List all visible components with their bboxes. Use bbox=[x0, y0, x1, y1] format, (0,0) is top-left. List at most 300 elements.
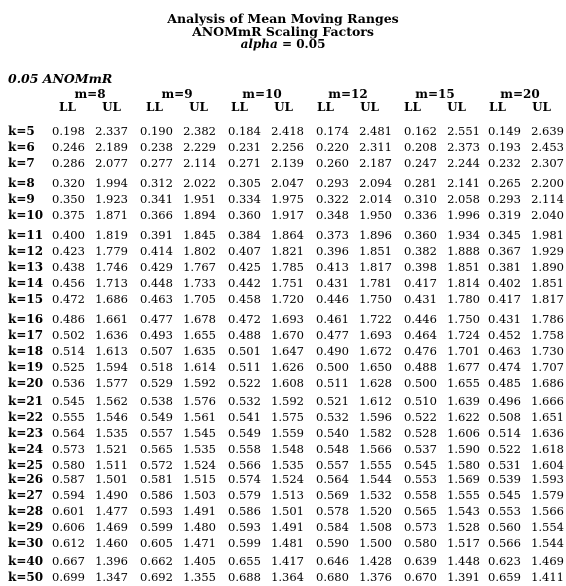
ul-value: 1.994 bbox=[95, 176, 128, 190]
factor-pair bbox=[228, 259, 304, 275]
factor-pair bbox=[404, 535, 480, 551]
ll-value: 0.518 bbox=[140, 360, 173, 374]
ll-value: 0.521 bbox=[316, 394, 349, 408]
ul-value: 1.618 bbox=[531, 442, 564, 456]
ll-value: 0.532 bbox=[228, 394, 261, 408]
factor-pair bbox=[140, 343, 216, 359]
ul-value: 1.491 bbox=[183, 504, 216, 518]
factor-pair bbox=[404, 139, 480, 155]
ll-value: 0.461 bbox=[316, 312, 349, 326]
ul-value: 1.520 bbox=[359, 504, 392, 518]
table-row bbox=[0, 207, 566, 223]
ll-value: 0.431 bbox=[488, 312, 521, 326]
ul-value: 1.996 bbox=[447, 208, 480, 222]
ul-value: 1.981 bbox=[531, 228, 564, 242]
factor-pair bbox=[52, 409, 128, 425]
column-group-header bbox=[312, 88, 384, 114]
ul-value: 1.817 bbox=[359, 260, 392, 274]
ul-value: 1.477 bbox=[95, 504, 128, 518]
factor-pair bbox=[404, 409, 480, 425]
factor-pair bbox=[228, 487, 304, 503]
factor-pair bbox=[228, 327, 304, 343]
ll-value: 0.310 bbox=[404, 192, 437, 206]
factor-pair bbox=[404, 275, 480, 291]
ul-value: 1.661 bbox=[95, 312, 128, 326]
ul-value: 1.480 bbox=[183, 520, 216, 534]
factor-pair bbox=[404, 191, 480, 207]
factor-pair bbox=[488, 275, 564, 291]
factor-pair bbox=[316, 441, 392, 457]
ul-value: 1.890 bbox=[531, 260, 564, 274]
factor-pair bbox=[488, 175, 564, 191]
ll-value: 0.646 bbox=[316, 554, 349, 568]
ll-value: 0.402 bbox=[488, 276, 521, 290]
ll-value: 0.407 bbox=[228, 244, 261, 258]
ul-value: 1.923 bbox=[95, 192, 128, 206]
ul-value: 1.917 bbox=[271, 208, 304, 222]
ul-value: 1.950 bbox=[359, 208, 392, 222]
ul-value: 1.730 bbox=[531, 344, 564, 358]
ll-value: 0.452 bbox=[488, 328, 521, 342]
ll-value: 0.538 bbox=[140, 394, 173, 408]
factor-pair bbox=[140, 175, 216, 191]
ul-value: 1.693 bbox=[271, 312, 304, 326]
k-label: k=25 bbox=[8, 458, 44, 472]
factor-pair bbox=[488, 503, 564, 519]
ll-value: 0.586 bbox=[228, 504, 261, 518]
ll-ul-labels bbox=[484, 101, 556, 114]
ll-value: 0.474 bbox=[488, 360, 521, 374]
ul-value: 1.896 bbox=[359, 228, 392, 242]
ll-value: 0.360 bbox=[404, 228, 437, 242]
factor-pair bbox=[488, 191, 564, 207]
ul-value: 1.561 bbox=[183, 410, 216, 424]
factor-pair bbox=[404, 393, 480, 409]
ul-value: 1.650 bbox=[359, 360, 392, 374]
table-row bbox=[0, 227, 566, 243]
k-label: k=10 bbox=[8, 208, 44, 222]
ul-value: 2.382 bbox=[183, 124, 216, 138]
ul-value: 2.418 bbox=[271, 124, 304, 138]
factor-pair bbox=[404, 471, 480, 487]
factor-pair bbox=[140, 393, 216, 409]
factor-pair bbox=[52, 375, 128, 391]
ll-value: 0.593 bbox=[140, 504, 173, 518]
factor-pair bbox=[488, 519, 564, 535]
ll-value: 0.271 bbox=[228, 156, 261, 170]
ul-value: 2.229 bbox=[183, 140, 216, 154]
ul-value: 1.851 bbox=[531, 276, 564, 290]
ll-value: 0.312 bbox=[140, 176, 173, 190]
ul-value: 1.501 bbox=[271, 504, 304, 518]
ul-value: 1.500 bbox=[359, 536, 392, 550]
ll-value: 0.446 bbox=[316, 292, 349, 306]
table-row bbox=[0, 327, 566, 343]
factor-pair bbox=[52, 487, 128, 503]
table-row bbox=[0, 275, 566, 291]
ul-value: 1.934 bbox=[447, 228, 480, 242]
ul-value: 1.817 bbox=[531, 292, 564, 306]
ul-value: 1.767 bbox=[183, 260, 216, 274]
k-label: k=13 bbox=[8, 260, 44, 274]
ll-value: 0.502 bbox=[52, 328, 85, 342]
ll-value: 0.286 bbox=[52, 156, 85, 170]
ul-value: 1.511 bbox=[95, 458, 128, 472]
table-row bbox=[0, 139, 566, 155]
ul-value: 1.779 bbox=[95, 244, 128, 258]
ul-value: 1.528 bbox=[447, 520, 480, 534]
ul-value: 1.576 bbox=[183, 394, 216, 408]
factor-pair bbox=[228, 409, 304, 425]
ll-value: 0.384 bbox=[228, 228, 261, 242]
ul-value: 2.058 bbox=[447, 192, 480, 206]
ll-value: 0.501 bbox=[228, 344, 261, 358]
table-row bbox=[0, 503, 566, 519]
ul-value: 1.614 bbox=[183, 360, 216, 374]
ul-value: 1.635 bbox=[183, 344, 216, 358]
factor-pair bbox=[488, 393, 564, 409]
ul-value: 1.705 bbox=[183, 292, 216, 306]
factor-pair bbox=[488, 409, 564, 425]
factor-pair bbox=[140, 243, 216, 259]
ul-value: 2.014 bbox=[359, 192, 392, 206]
ll-value: 0.486 bbox=[52, 312, 85, 326]
k-label: k=22 bbox=[8, 410, 44, 424]
ll-value: 0.564 bbox=[52, 426, 85, 440]
factor-pair bbox=[228, 393, 304, 409]
ul-value: 1.622 bbox=[447, 410, 480, 424]
ul-value: 2.047 bbox=[271, 176, 304, 190]
ul-value: 2.022 bbox=[183, 176, 216, 190]
ll-label: LL bbox=[317, 100, 334, 114]
ul-value: 2.307 bbox=[531, 156, 564, 170]
ll-value: 0.336 bbox=[404, 208, 437, 222]
table-row bbox=[0, 191, 566, 207]
ul-label: UL bbox=[360, 100, 379, 114]
factor-pair bbox=[140, 503, 216, 519]
k-label: k=14 bbox=[8, 276, 44, 290]
ll-value: 0.348 bbox=[316, 208, 349, 222]
ll-value: 0.605 bbox=[140, 536, 173, 550]
column-group-header bbox=[226, 88, 298, 114]
ul-value: 1.707 bbox=[531, 360, 564, 374]
ll-value: 0.472 bbox=[52, 292, 85, 306]
ll-value: 0.423 bbox=[52, 244, 85, 258]
ul-value: 1.391 bbox=[447, 570, 480, 584]
ul-value: 1.577 bbox=[95, 376, 128, 390]
ul-value: 1.355 bbox=[183, 570, 216, 584]
ll-value: 0.488 bbox=[228, 328, 261, 342]
ul-value: 1.722 bbox=[359, 312, 392, 326]
alpha-word: alpha bbox=[240, 37, 278, 51]
k-label: k=15 bbox=[8, 292, 44, 306]
factor-pair bbox=[488, 359, 564, 375]
factor-pair bbox=[228, 471, 304, 487]
ul-value: 1.786 bbox=[531, 312, 564, 326]
ul-value: 1.501 bbox=[95, 472, 128, 486]
ll-value: 0.514 bbox=[488, 426, 521, 440]
ul-value: 1.555 bbox=[447, 488, 480, 502]
factor-pair bbox=[316, 139, 392, 155]
k-label: k=30 bbox=[8, 536, 44, 550]
column-group-header bbox=[141, 88, 213, 114]
ll-value: 0.587 bbox=[52, 472, 85, 486]
ll-value: 0.573 bbox=[404, 520, 437, 534]
ll-value: 0.320 bbox=[52, 176, 85, 190]
ll-value: 0.293 bbox=[488, 192, 521, 206]
ll-value: 0.510 bbox=[404, 394, 437, 408]
ll-value: 0.477 bbox=[316, 328, 349, 342]
ll-value: 0.193 bbox=[488, 140, 521, 154]
factor-pair bbox=[140, 227, 216, 243]
k-label: k=16 bbox=[8, 312, 44, 326]
ll-value: 0.417 bbox=[404, 276, 437, 290]
ll-ul-labels bbox=[226, 101, 298, 114]
ll-value: 0.558 bbox=[228, 442, 261, 456]
factor-pair bbox=[404, 291, 480, 307]
ul-value: 1.733 bbox=[183, 276, 216, 290]
factor-pair bbox=[228, 243, 304, 259]
ll-value: 0.458 bbox=[228, 292, 261, 306]
factor-pair bbox=[140, 155, 216, 171]
ll-value: 0.277 bbox=[140, 156, 173, 170]
factor-pair bbox=[52, 569, 128, 585]
ul-value: 1.575 bbox=[271, 410, 304, 424]
ul-value: 1.651 bbox=[531, 410, 564, 424]
table-row bbox=[0, 425, 566, 441]
ll-value: 0.485 bbox=[488, 376, 521, 390]
factor-pair bbox=[404, 227, 480, 243]
factor-pair bbox=[488, 123, 564, 139]
factor-pair bbox=[228, 191, 304, 207]
ul-value: 1.670 bbox=[271, 328, 304, 342]
ll-value: 0.345 bbox=[488, 228, 521, 242]
ul-value: 2.187 bbox=[359, 156, 392, 170]
ll-value: 0.265 bbox=[488, 176, 521, 190]
factor-pair bbox=[316, 243, 392, 259]
factor-pair bbox=[228, 441, 304, 457]
ll-value: 0.413 bbox=[316, 260, 349, 274]
ll-value: 0.442 bbox=[228, 276, 261, 290]
table-row bbox=[0, 569, 566, 585]
ll-value: 0.662 bbox=[140, 554, 173, 568]
ll-value: 0.381 bbox=[488, 260, 521, 274]
ll-value: 0.578 bbox=[316, 504, 349, 518]
factor-pair bbox=[404, 425, 480, 441]
ul-value: 2.337 bbox=[95, 124, 128, 138]
table-row bbox=[0, 155, 566, 171]
ul-value: 2.453 bbox=[531, 140, 564, 154]
ul-value: 1.636 bbox=[531, 426, 564, 440]
ul-value: 1.746 bbox=[95, 260, 128, 274]
factor-pair bbox=[140, 359, 216, 375]
ll-value: 0.655 bbox=[228, 554, 261, 568]
ul-value: 1.785 bbox=[271, 260, 304, 274]
ll-label: LL bbox=[59, 100, 76, 114]
ll-value: 0.414 bbox=[140, 244, 173, 258]
ll-value: 0.174 bbox=[316, 124, 349, 138]
ll-value: 0.400 bbox=[52, 228, 85, 242]
factor-pair bbox=[316, 259, 392, 275]
table-row bbox=[0, 291, 566, 307]
factor-pair bbox=[488, 155, 564, 171]
factor-pair bbox=[228, 343, 304, 359]
factor-pair bbox=[140, 471, 216, 487]
ul-value: 1.347 bbox=[95, 570, 128, 584]
factor-pair bbox=[316, 519, 392, 535]
ll-value: 0.375 bbox=[52, 208, 85, 222]
ul-value: 1.566 bbox=[359, 442, 392, 456]
ul-value: 1.460 bbox=[95, 536, 128, 550]
ll-value: 0.514 bbox=[52, 344, 85, 358]
ll-value: 0.594 bbox=[52, 488, 85, 502]
factor-pair bbox=[52, 291, 128, 307]
ll-value: 0.565 bbox=[140, 442, 173, 456]
ll-value: 0.566 bbox=[228, 458, 261, 472]
table-row bbox=[0, 375, 566, 391]
factor-pair bbox=[228, 425, 304, 441]
ll-value: 0.557 bbox=[140, 426, 173, 440]
ll-value: 0.529 bbox=[140, 376, 173, 390]
ul-value: 1.802 bbox=[183, 244, 216, 258]
ul-value: 2.200 bbox=[531, 176, 564, 190]
factor-pair bbox=[404, 123, 480, 139]
ul-value: 2.639 bbox=[531, 124, 564, 138]
factor-pair bbox=[404, 553, 480, 569]
factor-pair bbox=[488, 291, 564, 307]
ul-value: 1.612 bbox=[359, 394, 392, 408]
k-label: k=6 bbox=[8, 140, 35, 154]
factor-pair bbox=[488, 243, 564, 259]
k-label: k=7 bbox=[8, 156, 35, 170]
ll-value: 0.659 bbox=[488, 570, 521, 584]
factor-pair bbox=[140, 553, 216, 569]
ll-value: 0.511 bbox=[316, 376, 349, 390]
k-label: k=40 bbox=[8, 554, 44, 568]
factor-pair bbox=[228, 553, 304, 569]
title-alpha-line bbox=[0, 38, 566, 51]
ll-value: 0.549 bbox=[140, 410, 173, 424]
m-label: m=9 bbox=[161, 87, 193, 101]
ll-value: 0.149 bbox=[488, 124, 521, 138]
factor-pair bbox=[52, 343, 128, 359]
ll-value: 0.231 bbox=[228, 140, 261, 154]
ll-value: 0.341 bbox=[140, 192, 173, 206]
ll-label: LL bbox=[231, 100, 248, 114]
ul-value: 2.114 bbox=[531, 192, 564, 206]
k-label: k=26 bbox=[8, 472, 44, 486]
ul-value: 1.608 bbox=[271, 376, 304, 390]
factor-pair bbox=[404, 375, 480, 391]
factor-pair bbox=[316, 487, 392, 503]
alpha-value: = 0.05 bbox=[277, 37, 326, 51]
ll-value: 0.545 bbox=[488, 488, 521, 502]
factor-pair bbox=[52, 535, 128, 551]
factor-pair bbox=[228, 569, 304, 585]
factor-pair bbox=[316, 275, 392, 291]
factor-pair bbox=[404, 311, 480, 327]
ll-value: 0.496 bbox=[488, 394, 521, 408]
factor-pair bbox=[140, 327, 216, 343]
ul-value: 2.189 bbox=[95, 140, 128, 154]
factor-pair bbox=[228, 227, 304, 243]
ul-value: 1.555 bbox=[359, 458, 392, 472]
ll-value: 0.417 bbox=[488, 292, 521, 306]
ul-label: UL bbox=[189, 100, 208, 114]
ll-value: 0.425 bbox=[228, 260, 261, 274]
m-label: m=12 bbox=[328, 87, 368, 101]
ul-value: 2.311 bbox=[359, 140, 392, 154]
ul-value: 1.781 bbox=[359, 276, 392, 290]
ul-value: 1.569 bbox=[447, 472, 480, 486]
factor-pair bbox=[52, 519, 128, 535]
factor-pair bbox=[404, 487, 480, 503]
factor-pair bbox=[488, 535, 564, 551]
title-line-1: Analysis of Mean Moving Ranges bbox=[167, 11, 399, 26]
factor-pair bbox=[316, 503, 392, 519]
ul-value: 1.975 bbox=[271, 192, 304, 206]
section-label: 0.05 ANOMmR bbox=[8, 71, 113, 86]
factor-pair bbox=[52, 393, 128, 409]
ll-value: 0.281 bbox=[404, 176, 437, 190]
ul-value: 2.551 bbox=[447, 124, 480, 138]
k-label: k=28 bbox=[8, 504, 44, 518]
ll-value: 0.476 bbox=[404, 344, 437, 358]
ll-value: 0.488 bbox=[404, 360, 437, 374]
ul-value: 1.376 bbox=[359, 570, 392, 584]
title-line-2: ANOMmR Scaling Factors bbox=[192, 24, 374, 39]
ll-value: 0.565 bbox=[404, 504, 437, 518]
ll-ul-labels bbox=[141, 101, 213, 114]
k-label: k=50 bbox=[8, 570, 44, 584]
ll-value: 0.555 bbox=[52, 410, 85, 424]
ll-value: 0.373 bbox=[316, 228, 349, 242]
factor-pair bbox=[52, 175, 128, 191]
ul-value: 1.894 bbox=[183, 208, 216, 222]
k-label: k=5 bbox=[8, 124, 35, 138]
ul-value: 1.951 bbox=[183, 192, 216, 206]
k-label: k=21 bbox=[8, 394, 44, 408]
ll-value: 0.692 bbox=[140, 570, 173, 584]
ll-value: 0.549 bbox=[228, 426, 261, 440]
factor-pair bbox=[52, 207, 128, 223]
ll-value: 0.579 bbox=[228, 488, 261, 502]
factor-pair bbox=[52, 275, 128, 291]
factor-pair bbox=[488, 327, 564, 343]
ll-value: 0.429 bbox=[140, 260, 173, 274]
ul-value: 1.535 bbox=[271, 458, 304, 472]
factor-pair bbox=[228, 123, 304, 139]
ll-value: 0.537 bbox=[404, 442, 437, 456]
factor-pair bbox=[140, 207, 216, 223]
table-row bbox=[0, 519, 566, 535]
m-label: m=10 bbox=[242, 87, 282, 101]
ll-value: 0.528 bbox=[404, 426, 437, 440]
ul-value: 1.864 bbox=[271, 228, 304, 242]
ul-value: 1.580 bbox=[447, 458, 480, 472]
factor-pair bbox=[52, 155, 128, 171]
ll-value: 0.541 bbox=[228, 410, 261, 424]
column-group-header bbox=[484, 88, 556, 114]
table-row bbox=[0, 259, 566, 275]
factor-pair bbox=[228, 155, 304, 171]
ll-ul-labels bbox=[54, 101, 126, 114]
ul-value: 1.554 bbox=[531, 520, 564, 534]
ll-value: 0.247 bbox=[404, 156, 437, 170]
factor-pair bbox=[140, 375, 216, 391]
factor-pair bbox=[140, 311, 216, 327]
factor-pair bbox=[228, 275, 304, 291]
